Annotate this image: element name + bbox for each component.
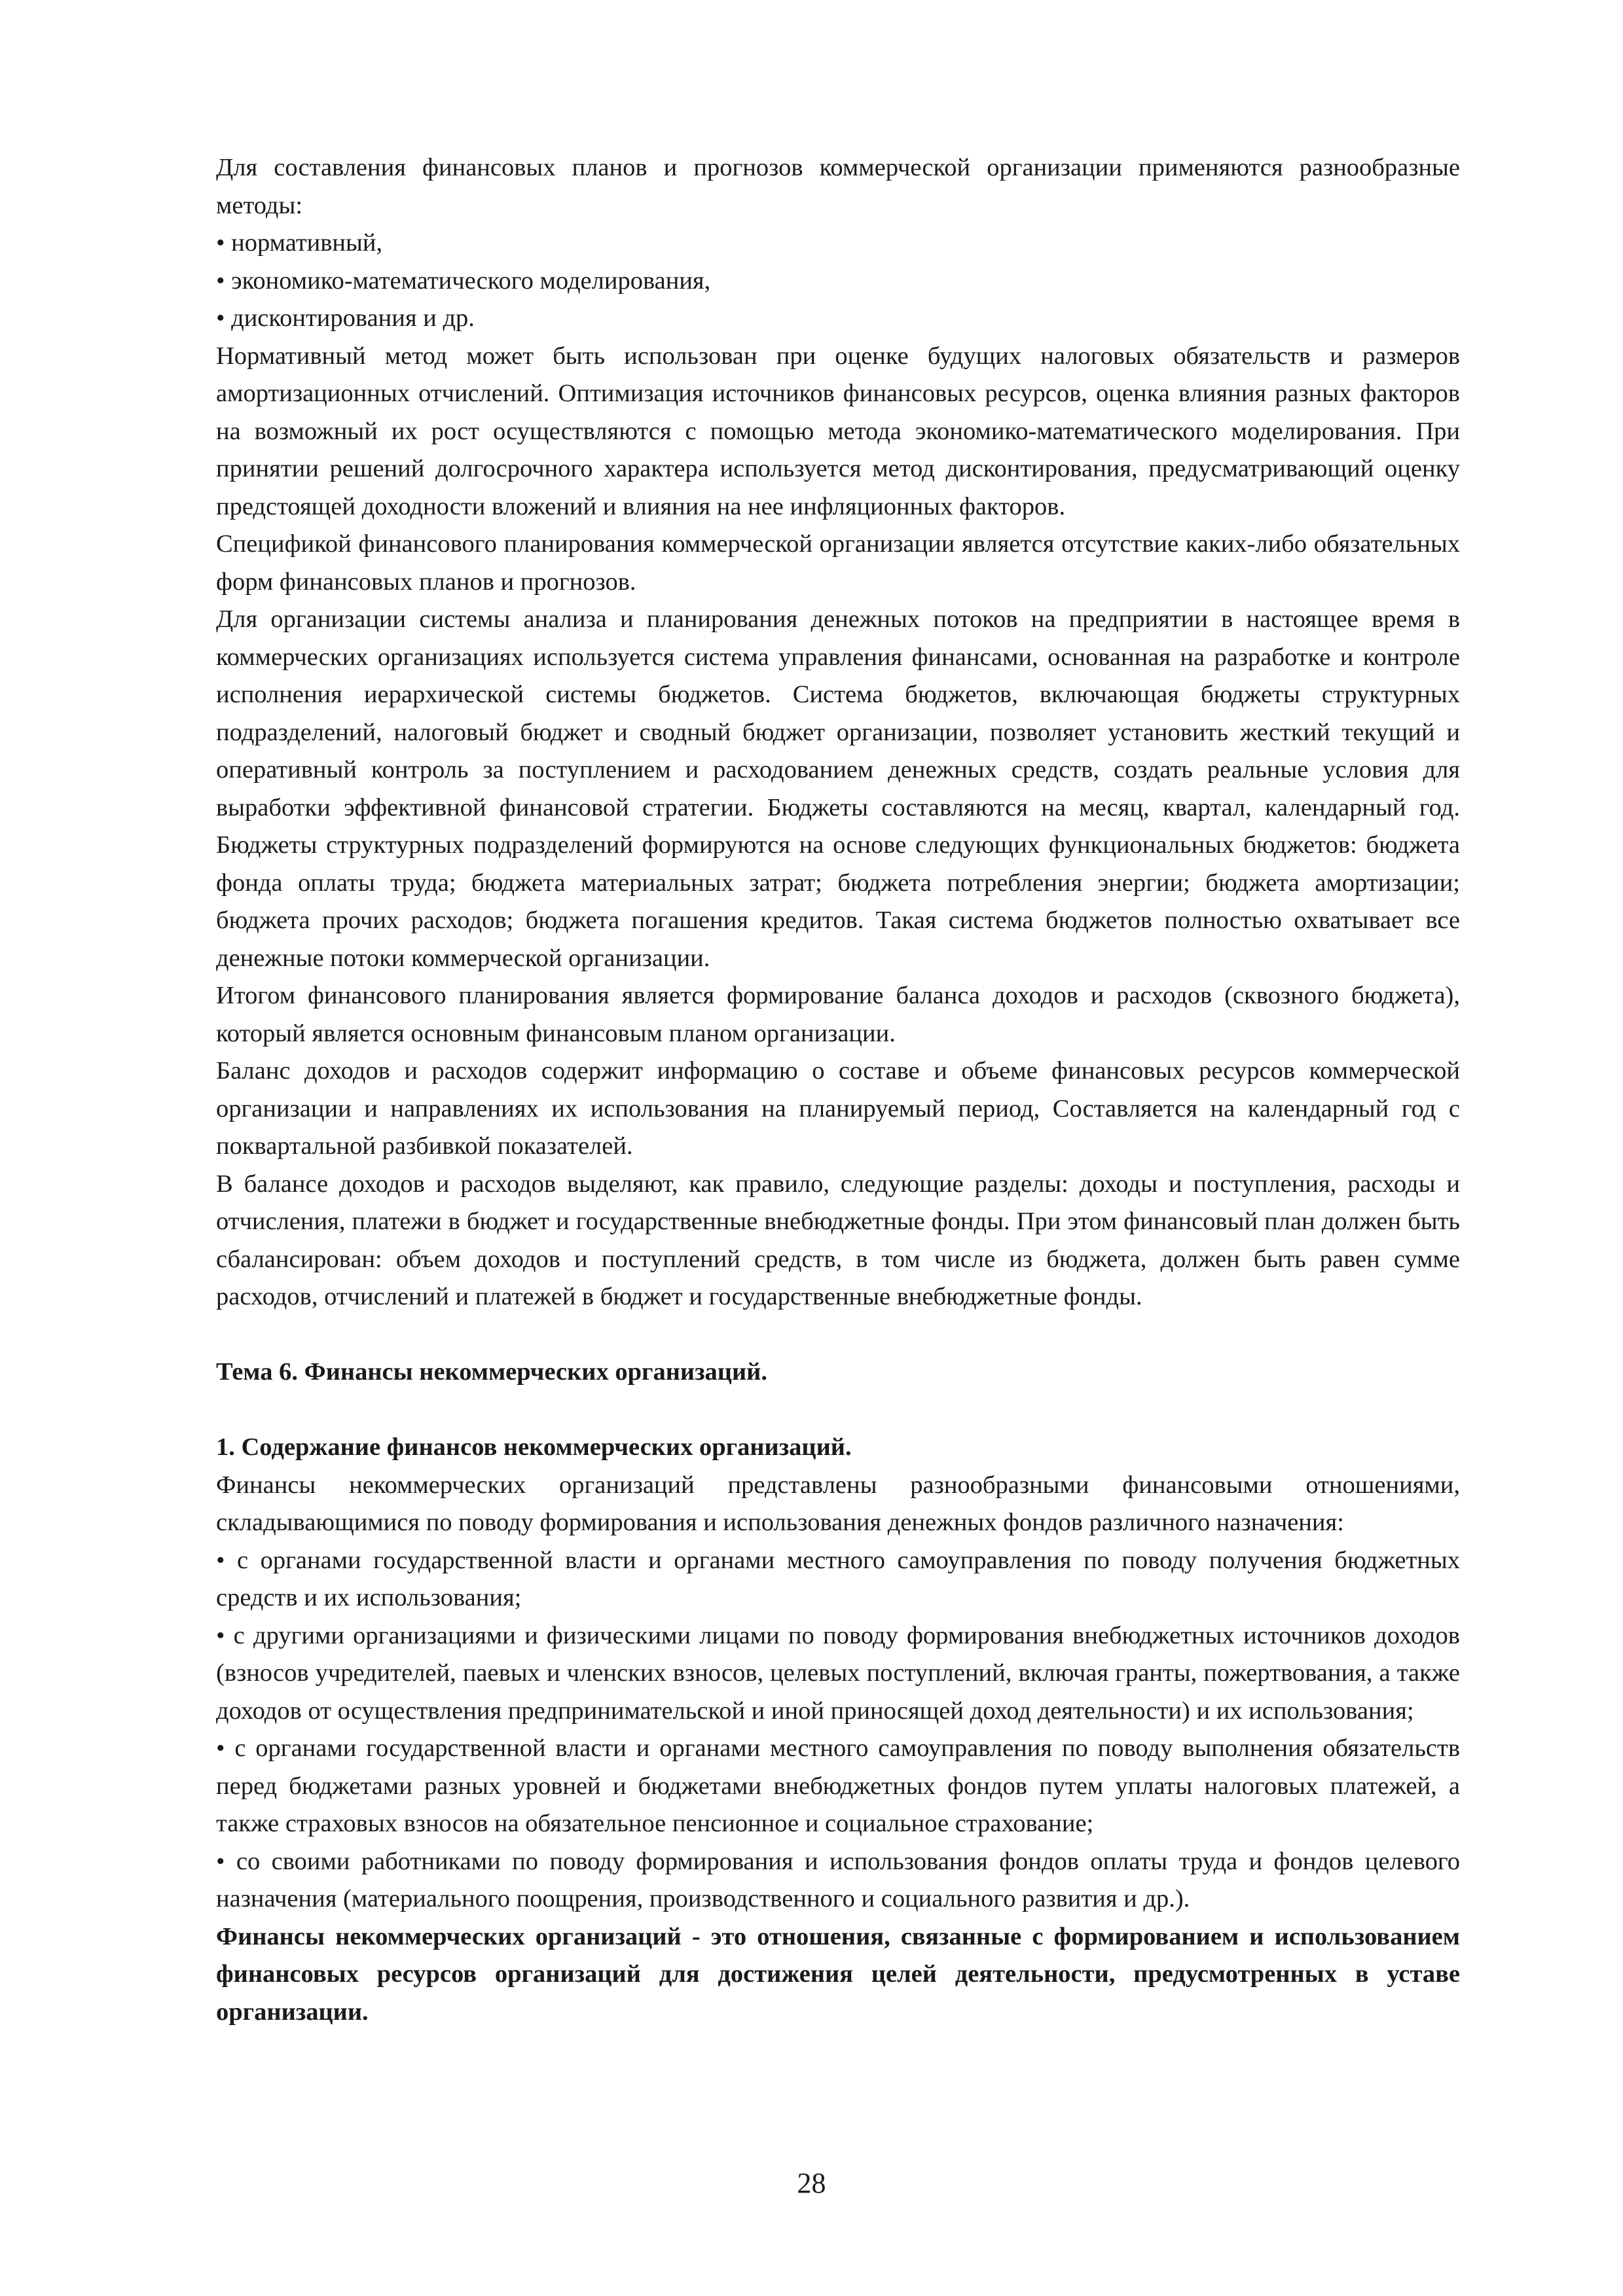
method-list-item: • нормативный, (216, 229, 383, 257)
body-paragraph: Нормативный метод может быть использован при оценке будущих налоговых обязательств и размеров амортизационных отчислений. Оптимизация источников финансовых ресурсов, оценка влияния разных факторов на возможный их рост осуществляются с помощью метода экономико-математического моделирования. При принятии решений долгосрочного характера используется метод дисконтирования, предусматривающий оценку предстоящей доходности вложений и влияния на нее инфляционных факторов. (216, 342, 1460, 520)
definition-paragraph: Финансы некоммерческих организаций - это отношения, связанные с формированием и использованием финансовых ресурсов организаций для достижения целей деятельности, предусмотренных в уставе организации. (216, 1922, 1460, 2026)
relations-list-item: • с органами государственной власти и органами местного самоуправления по поводу выполнения обязательств перед бюджетами разных уровней и бюджетами внебюджетных фондов путем уплаты налоговых платежей, а также страховых взносов на обязательное пенсионное и социальное страхование; (216, 1734, 1460, 1837)
body-paragraph: Спецификой финансового планирования коммерческой организации является отсутствие каких-либо обязательных форм финансовых планов и прогнозов. (216, 530, 1460, 596)
body-paragraph: В балансе доходов и расходов выделяют, как правило, следующие разделы: доходы и поступления, расходы и отчисления, платежи в бюджет и государственные внебюджетные фонды. При этом финансовый план должен быть сбалансирован: объем доходов и поступлений средств, в том числе из бюджета, должен быть равен сумме расходов, отчислений и платежей в бюджет и государственные внебюджетные фонды. (216, 1170, 1460, 1310)
relations-list-item: • с органами государственной власти и органами местного самоуправления по поводу получения бюджетных средств и их использования; (216, 1546, 1460, 1611)
body-paragraph: Для организации системы анализа и планирования денежных потоков на предприятии в настоящее время в коммерческих организациях используется система управления финансами, основанная на разработке и контроле исполнения иерархической системы бюджетов. Система бюджетов, включающая бюджеты структурных подразделений, налоговый бюджет и сводный бюджет организации, позволяет установить жесткий текущий и оперативный контроль за поступлением и расходованием денежных средств, создать реальные условия для выработки эффективной финансовой стратегии. Бюджеты составляются на месяц, квартал, календарный год. Бюджеты структурных подразделений формируются на основе следующих функциональных бюджетов: бюджета фонда оплаты труда; бюджета материальных затрат; бюджета потребления энергии; бюджета амортизации; бюджета прочих расходов; бюджета погашения кредитов. Такая система бюджетов полностью охватывает все денежные потоки коммерческой организации. (216, 605, 1460, 972)
relations-list-item: • с другими организациями и физическими лицами по поводу формирования внебюджетных источников доходов (взносов учредителей, паевых и членских взносов, целевых поступлений, включая гранты, пожертвования, а также доходов от осуществления предпринимательской и иной приносящей доход деятельности) и их использования; (216, 1621, 1460, 1725)
body-paragraph: Баланс доходов и расходов содержит информацию о составе и объеме финансовых ресурсов коммерческой организации и направлениях их использования на планируемый период, Составляется на календарный год с поквартальной разбивкой показателей. (216, 1057, 1460, 1160)
body-paragraph: Финансы некоммерческих организаций представлены разнообразными финансовыми отношениями, складывающимися по поводу формирования и использования денежных фондов различного назначения: (216, 1471, 1460, 1536)
method-list-item: • экономико-математического моделирования, (216, 266, 711, 295)
page-body (216, 149, 1460, 2031)
section-heading: Тема 6. Финансы некоммерческих организаций. (216, 1358, 767, 1386)
spacer (216, 1391, 1460, 1429)
page-number: 28 (797, 2167, 826, 2199)
spacer (216, 1316, 1460, 1354)
relations-list-item: • со своими работниками по поводу формирования и использования фондов оплаты труда и фондов целевого назначения (материального поощрения, производственного и социального развития и др.). (216, 1847, 1460, 1912)
body-paragraph: Итогом финансового планирования является формирование баланса доходов и расходов (сквозного бюджета), который является основным финансовым планом организации. (216, 982, 1460, 1047)
subsection-heading: 1. Содержание финансов некоммерческих организаций. (216, 1433, 852, 1461)
intro-paragraph: Для составления финансовых планов и прогнозов коммерческой организации применяются разнообразные методы: (216, 154, 1460, 219)
method-list-item: • дисконтирования и др. (216, 304, 475, 332)
